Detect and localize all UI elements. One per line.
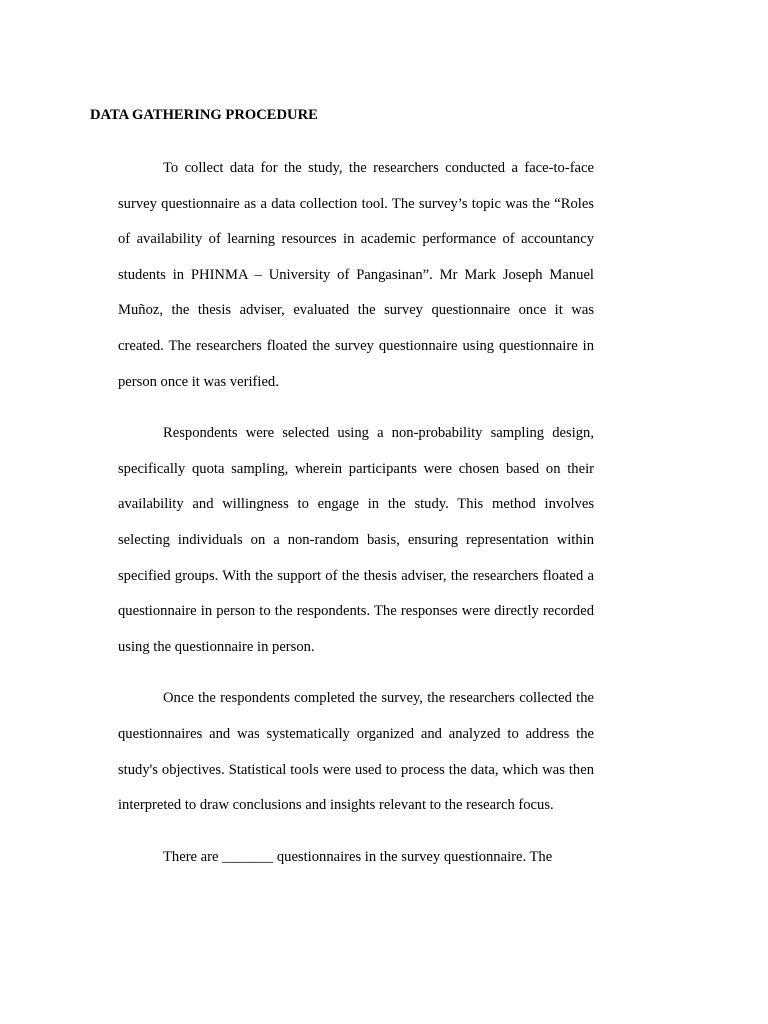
paragraph-2: Respondents were selected using a non-probability sampling design, specifically quota sampling, wherein participants were chosen based on their availability and willingness to engage in the study. This method involves selecting individuals on a non-random basis, ensuring representation within specified groups. With the support of the thesis adviser, the researchers floated a questionnaire in person to the respondents. The responses were directly recorded using the questionnaire in person. [118,425,594,655]
section-heading: DATA GATHERING PROCEDURE [90,107,318,123]
paragraph-4: There are _______ questionnaires in the survey questionnaire. The [163,848,553,865]
body-text [118,151,594,891]
paragraph-3: Once the respondents completed the survey, the researchers collected the questionnaires and was systematically organized and analyzed to address the study's objectives. Statistical tools were used to process the data, which was then interpreted to draw conclusions and insights relevant to the research focus. [118,690,594,814]
paragraph-1: To collect data for the study, the researchers conducted a face-to-face survey questionnaire as a data collection tool. The survey’s topic was the “Roles of availability of learning resources in academic performance of accountancy students in PHINMA – University of Pangasinan”. Mr Mark Joseph Manuel Muñoz, the thesis adviser, evaluated the survey questionnaire once it was created. The researchers floated the survey questionnaire using questionnaire in person once it was verified. [118,160,594,390]
